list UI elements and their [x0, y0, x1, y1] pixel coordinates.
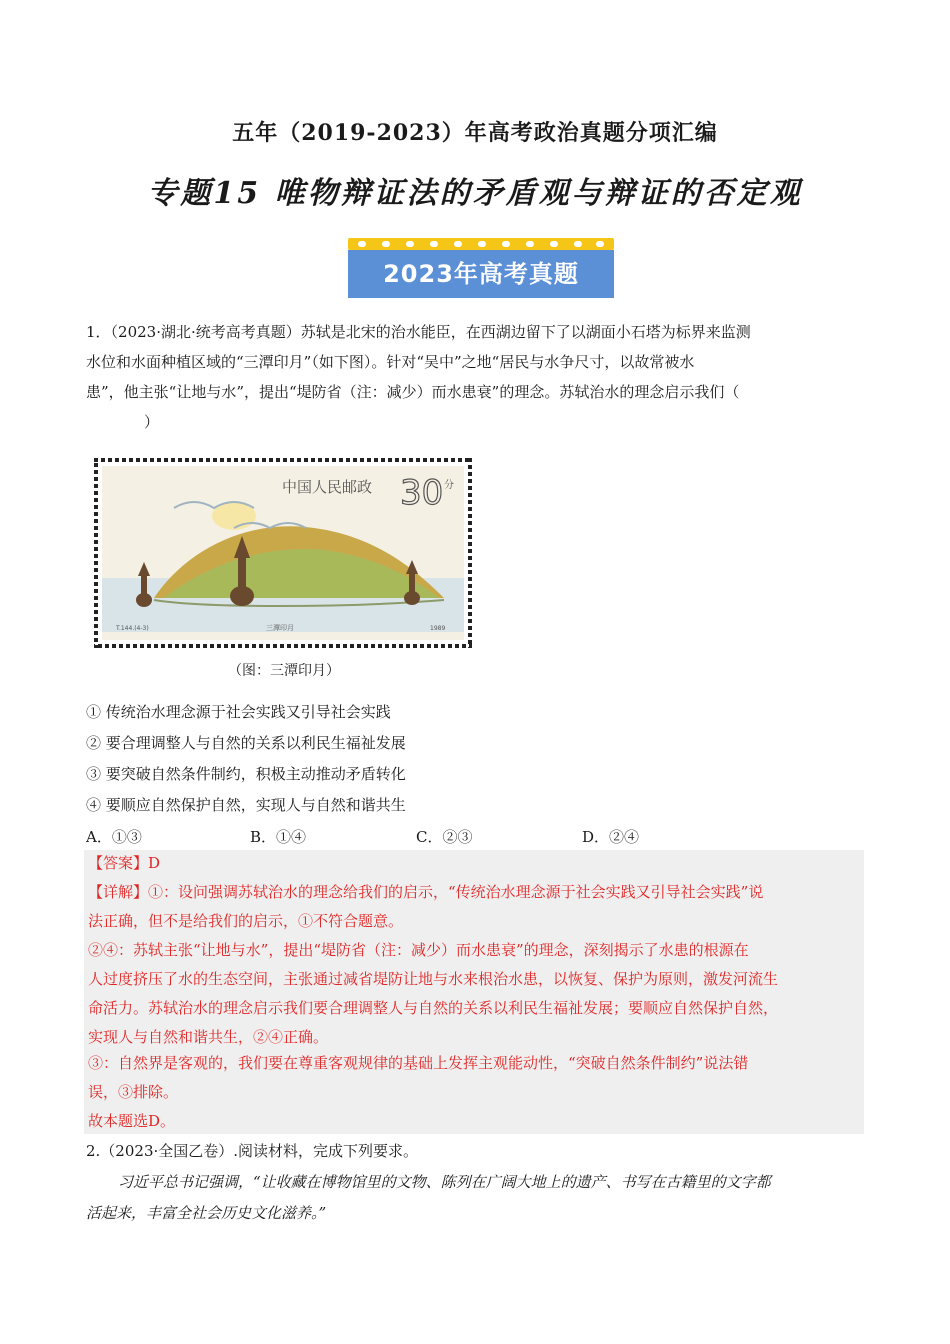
stamp-image	[94, 458, 472, 648]
answer-line: 误，③排除。	[88, 1083, 179, 1101]
answer-line: 人过度挤压了水的生态空间，主张通过减省堤防让地与水来根治水患，以恢复、保护为原则，激发河流生	[88, 970, 779, 988]
question1-line: 患”，他主张“让地与水”，提出“堤防省（注：减少）而水患衰”的理念。苏轼治水的理念启示我们（	[86, 383, 740, 401]
question2-quote-line: 习近平总书记强调，“让收藏在博物馆里的文物、陈列在广阔大地上的遗产、书写在古籍里的文字都	[118, 1173, 771, 1191]
answer-line: ②④：苏轼主张“让地与水”，提出“堤防省（注：减少）而水患衰”的理念，深刻揭示了水患的根源在	[88, 941, 749, 959]
question2-intro: 2.（2023·全国乙卷）.阅读材料，完成下列要求。	[86, 1142, 419, 1160]
banner-label: 2023年高考真题	[348, 250, 614, 298]
answer-line: ③：自然界是客观的，我们要在尊重客观规律的基础上发挥主观能动性，“突破自然条件制约”说法错	[88, 1054, 749, 1072]
page-title: 五年（2019-2023）年高考政治真题分项汇编	[232, 120, 718, 146]
answer-line: 【详解】①：设问强调苏轼治水的理念给我们的启示，“传统治水理念源于社会实践又引导社会实践”说	[88, 883, 764, 901]
answer-line: 故本题选D。	[88, 1112, 176, 1130]
option-c: C．②③	[416, 828, 473, 846]
option-b: B．①④	[250, 828, 307, 846]
statement-3: ③ 要突破自然条件制约，积极主动推动矛盾转化	[86, 765, 406, 783]
answer-line: 法正确，但不是给我们的启示，①不符合题意。	[88, 912, 404, 930]
option-a: A．①③	[86, 828, 142, 846]
page-subtitle: 专题15 唯物辩证法的矛盾观与辩证的否定观	[147, 176, 803, 211]
answer-line: 实现人与自然和谐共生，②④正确。	[88, 1028, 329, 1046]
question1-line: ）	[144, 413, 160, 431]
statement-2: ② 要合理调整人与自然的关系以利民生福祉发展	[86, 734, 406, 752]
stamp-unit: 分	[444, 480, 454, 491]
banner-rings	[348, 238, 614, 250]
option-d: D．②④	[582, 828, 640, 846]
stamp-name: 三潭印月	[266, 624, 294, 632]
answer-line: 命活力。苏轼治水的理念启示我们要合理调整人与自然的关系以利民生福祉发展；要顺应自然保护自然，	[88, 999, 779, 1017]
question1-line: 1．（2023·湖北·统考高考真题）苏轼是北宋的治水能臣，在西湖边留下了以湖面小石塔为标界来监测	[86, 323, 751, 341]
question2-quote-line: 活起来，丰富全社会历史文化滋养。”	[86, 1204, 327, 1222]
answer-line: 【答案】D	[88, 854, 161, 872]
stamp-value: 30	[400, 473, 444, 513]
stamp-year: 1989	[430, 625, 446, 632]
section-banner	[348, 238, 614, 298]
statement-4: ④ 要顺应自然保护自然，实现人与自然和谐共生	[86, 796, 406, 814]
image-caption: （图：三潭印月）	[228, 663, 340, 679]
stamp-code: T.144.(4-3)	[116, 625, 149, 632]
stamp-country: 中国人民邮政	[282, 478, 373, 496]
question1-line: 水位和水面种植区域的“三潭印月”（如下图）。针对“吴中”之地“居民与水争尺寸，以故常被水	[86, 353, 695, 371]
statement-1: ① 传统治水理念源于社会实践又引导社会实践	[86, 703, 391, 721]
